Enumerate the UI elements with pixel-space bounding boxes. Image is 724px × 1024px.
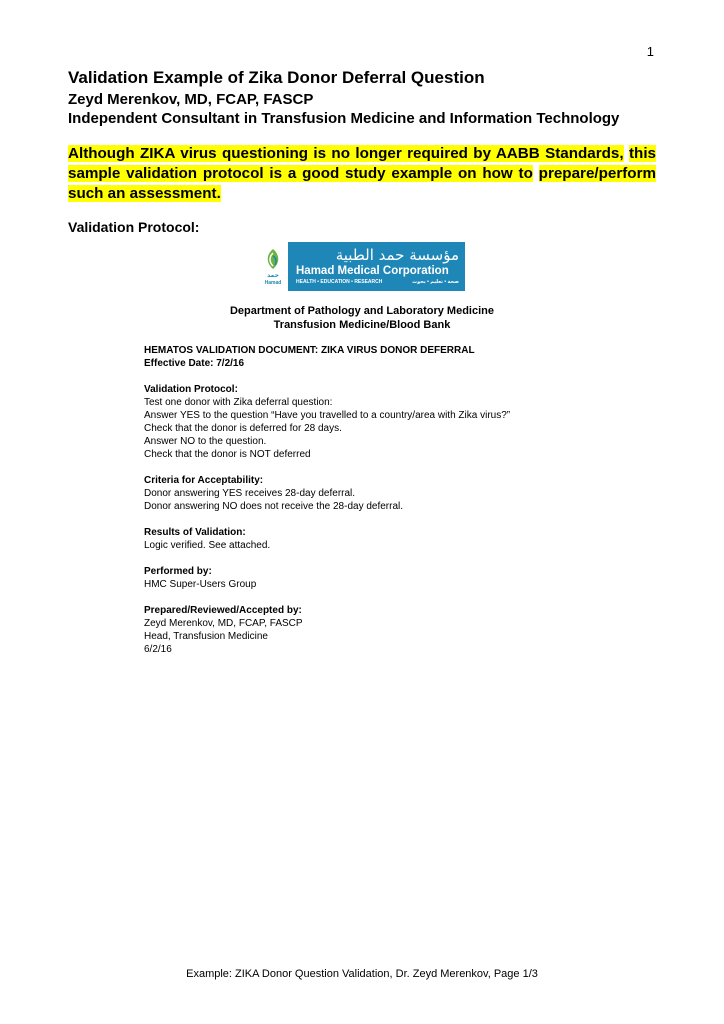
validation-document bbox=[144, 344, 664, 656]
notice-line-3: prepare/perform such an assessment. bbox=[68, 165, 656, 202]
badge-text: Hamad bbox=[264, 280, 282, 286]
protocol-line: Check that the donor is deferred for 28 days. bbox=[144, 423, 342, 434]
logo-badge bbox=[258, 242, 290, 291]
page-footer: Example: ZIKA Donor Question Validation, Dr. Zeyd Merenkov, Page 1/3 bbox=[186, 968, 538, 980]
prepared-line: Head, Transfusion Medicine bbox=[144, 631, 268, 642]
criteria-line: Donor answering YES receives 28-day deferral. bbox=[144, 488, 356, 499]
logo-arabic-name: مؤسسة حمد الطبية bbox=[335, 246, 459, 264]
badge-arabic-text: حمد bbox=[267, 273, 279, 279]
protocol-line: Answer NO to the question. bbox=[144, 436, 267, 447]
performed-heading: Performed by: bbox=[144, 566, 212, 577]
protocol-line: Test one donor with Zika deferral question: bbox=[144, 397, 333, 408]
logo-text-area bbox=[290, 242, 465, 291]
criteria-line: Donor answering NO does not receive the 28-day deferral. bbox=[144, 501, 404, 512]
criteria-heading: Criteria for Acceptability: bbox=[144, 475, 264, 486]
author-line: Zeyd Merenkov, MD, FCAP, FASCP bbox=[68, 91, 314, 108]
prepared-heading: Prepared/Reviewed/Accepted by: bbox=[144, 605, 302, 616]
logo-tagline-ar: صحة • تعليم • بحوث bbox=[412, 279, 459, 285]
document-title: Validation Example of Zika Donor Deferral Question bbox=[68, 68, 485, 87]
results-heading: Results of Validation: bbox=[144, 527, 246, 538]
page-number: 1 bbox=[646, 44, 654, 59]
logo-tagline bbox=[296, 278, 465, 286]
division-line: Transfusion Medicine/Blood Bank bbox=[273, 319, 451, 331]
protocol-line: Check that the donor is NOT deferred bbox=[144, 449, 311, 460]
prepared-line: Zeyd Merenkov, MD, FCAP, FASCP bbox=[144, 618, 303, 629]
affiliation-line: Independent Consultant in Transfusion Medicine and Information Technology bbox=[68, 110, 620, 127]
hamad-logo bbox=[258, 242, 465, 291]
leaf-emblem-icon bbox=[262, 247, 284, 273]
performed-line: HMC Super-Users Group bbox=[144, 579, 257, 590]
logo-tagline-en: HEALTH • EDUCATION • RESEARCH bbox=[296, 279, 383, 285]
effective-date: Effective Date: 7/2/16 bbox=[144, 358, 245, 369]
notice-line-1: Although ZIKA virus questioning is no longer required by AABB Standards, bbox=[68, 145, 624, 162]
protocol-line: Answer YES to the question “Have you travelled to a country/area with Zika virus?” bbox=[144, 410, 511, 421]
protocol-heading: Validation Protocol: bbox=[144, 384, 238, 395]
highlighted-notice bbox=[68, 144, 656, 204]
doc-title: HEMATOS VALIDATION DOCUMENT: ZIKA VIRUS DONOR DEFERRAL bbox=[144, 345, 475, 356]
notice-line-2: this sample validation protocol is a good study example on how to bbox=[68, 145, 656, 182]
department-line: Department of Pathology and Laboratory Medicine bbox=[229, 305, 495, 317]
results-line: Logic verified. See attached. bbox=[144, 540, 271, 551]
prepared-line: 6/2/16 bbox=[144, 644, 172, 655]
logo-english-name: Hamad Medical Corporation bbox=[296, 265, 449, 277]
section-label: Validation Protocol: bbox=[68, 219, 200, 235]
